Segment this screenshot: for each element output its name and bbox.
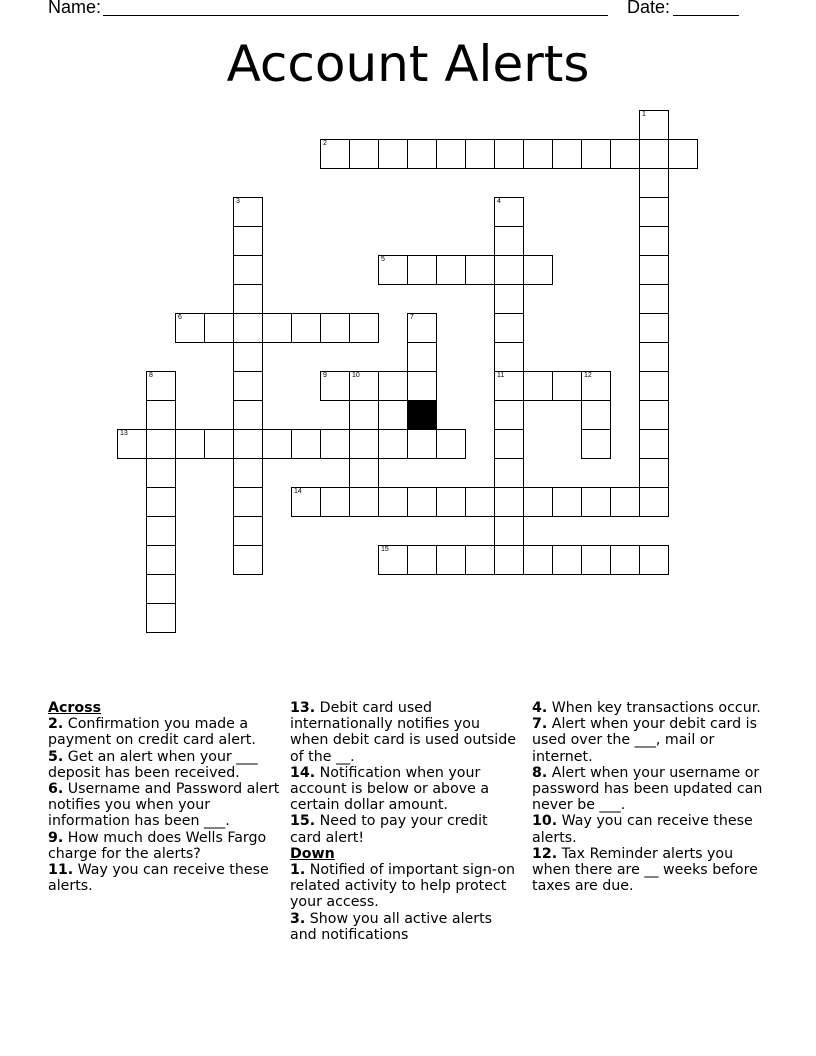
clue-item: [532, 846, 764, 895]
crossword-cell[interactable]: [494, 313, 524, 343]
crossword-cell[interactable]: [204, 429, 234, 459]
crossword-cell[interactable]: [465, 139, 495, 169]
crossword-cell[interactable]: [436, 545, 466, 575]
crossword-cell[interactable]: [494, 226, 524, 256]
crossword-cell[interactable]: [349, 371, 379, 401]
crossword-cell[interactable]: [407, 429, 437, 459]
crossword-cell[interactable]: [233, 226, 263, 256]
crossword-cell[interactable]: [320, 313, 350, 343]
crossword-cell[interactable]: [378, 371, 408, 401]
clue-item: [290, 862, 522, 911]
crossword-cell[interactable]: [552, 371, 582, 401]
crossword-cell[interactable]: [378, 429, 408, 459]
clue-number: 7: [410, 314, 414, 321]
crossword-cell[interactable]: [639, 110, 669, 140]
clue-text: Way you can receive these alerts.: [532, 813, 753, 846]
crossword-cell[interactable]: [146, 603, 176, 633]
clue-number: 5: [381, 256, 385, 263]
crossword-cell[interactable]: [639, 168, 669, 198]
clue-number-label: 7.: [532, 716, 548, 733]
crossword-cell[interactable]: [233, 255, 263, 285]
crossword-cell[interactable]: [378, 545, 408, 575]
crossword-cell[interactable]: [233, 429, 263, 459]
crossword-cell[interactable]: [639, 429, 669, 459]
clue-number: 9: [323, 372, 327, 379]
clue-number-label: 8.: [532, 764, 548, 781]
crossword-cell[interactable]: [233, 371, 263, 401]
crossword-cell[interactable]: [349, 487, 379, 517]
crossword-cell[interactable]: [175, 429, 205, 459]
crossword-cell[interactable]: [204, 313, 234, 343]
crossword-cell[interactable]: [436, 429, 466, 459]
crossword-cell[interactable]: [262, 313, 292, 343]
crossword-cell[interactable]: [494, 487, 524, 517]
crossword-cell[interactable]: [320, 139, 350, 169]
clue-number: 15: [381, 546, 389, 553]
crossword-cell[interactable]: [349, 458, 379, 488]
clue-item: [48, 781, 280, 830]
crossword-cell[interactable]: [175, 313, 205, 343]
clue-text: Tax Reminder alerts you when there are __ weeks before taxes are due.: [532, 845, 758, 895]
crossword-cell[interactable]: [407, 342, 437, 372]
crossword-cell[interactable]: [291, 487, 321, 517]
clue-item: [532, 700, 764, 716]
crossword-cell[interactable]: [378, 255, 408, 285]
clue-number-label: 4.: [532, 700, 548, 716]
clue-item: [290, 813, 522, 845]
crossword-cell[interactable]: [639, 487, 669, 517]
clue-text: Confirmation you made a payment on credit card alert.: [48, 716, 256, 749]
clue-number: 14: [294, 488, 302, 495]
crossword-cell[interactable]: [610, 139, 640, 169]
crossword-cell[interactable]: [523, 487, 553, 517]
crossword-cell[interactable]: [639, 284, 669, 314]
clue-number-label: 1.: [290, 862, 306, 879]
crossword-cell[interactable]: [639, 458, 669, 488]
crossword-cell[interactable]: [146, 400, 176, 430]
clue-number-label: 15.: [290, 813, 316, 830]
clue-item: [532, 813, 764, 845]
clue-text: Notification when your account is below or above a certain dollar amount.: [290, 764, 490, 814]
crossword-cell[interactable]: [349, 400, 379, 430]
crossword-cell[interactable]: [552, 139, 582, 169]
crossword-cell[interactable]: [349, 139, 379, 169]
crossword-cell[interactable]: [378, 139, 408, 169]
crossword-cell[interactable]: [494, 139, 524, 169]
crossword-cell[interactable]: [349, 429, 379, 459]
clues-column-2: [290, 700, 522, 943]
crossword-cell[interactable]: [494, 516, 524, 546]
crossword-cell[interactable]: [581, 400, 611, 430]
clue-number: 13: [120, 430, 128, 437]
down-heading: Down: [290, 845, 335, 862]
crossword-cell[interactable]: [349, 313, 379, 343]
clue-text: Show you all active alerts and notifications: [290, 910, 493, 943]
crossword-cell[interactable]: [320, 429, 350, 459]
clue-number-label: 5.: [48, 748, 64, 765]
crossword-cell[interactable]: [552, 487, 582, 517]
clue-item: [532, 765, 764, 814]
crossword-cell[interactable]: [233, 458, 263, 488]
crossword-cell[interactable]: [320, 371, 350, 401]
crossword-cell[interactable]: [407, 255, 437, 285]
clue-text: Alert when your debit card is used over the ___, mail or internet.: [532, 716, 757, 765]
clue-number-label: 2.: [48, 716, 64, 733]
clue-text: Get an alert when your ___ deposit has been received.: [48, 748, 258, 781]
crossword-cell[interactable]: [233, 516, 263, 546]
clue-number-label: 10.: [532, 813, 558, 830]
clue-text: How much does Wells Fargo charge for the alerts?: [48, 829, 267, 862]
clue-number-label: 11.: [48, 862, 74, 879]
clue-text: Alert when your username or password has been updated can never be ___.: [532, 764, 763, 814]
crossword-cell[interactable]: [407, 371, 437, 401]
crossword-cell[interactable]: [494, 284, 524, 314]
clue-item: [532, 716, 764, 765]
crossword-cell[interactable]: [378, 487, 408, 517]
crossword-cell[interactable]: [233, 284, 263, 314]
crossword-cell[interactable]: [465, 487, 495, 517]
clue-number-label: 6.: [48, 781, 64, 798]
clue-item: [48, 716, 280, 748]
crossword-cell[interactable]: [146, 371, 176, 401]
crossword-cell[interactable]: [581, 371, 611, 401]
crossword-cell[interactable]: [407, 545, 437, 575]
clues-column-1: [48, 700, 280, 894]
clue-number: 10: [352, 372, 360, 379]
date-label: Date:: [627, 0, 671, 17]
clue-number: 4: [497, 198, 501, 205]
crossword-cell[interactable]: [639, 371, 669, 401]
crossword-cell[interactable]: [291, 313, 321, 343]
crossword-cell[interactable]: [465, 545, 495, 575]
crossword-cell[interactable]: [494, 429, 524, 459]
crossword-cell[interactable]: [581, 429, 611, 459]
clue-number: 2: [323, 140, 327, 147]
clue-number-label: 12.: [532, 845, 558, 862]
clue-number: 6: [178, 314, 182, 321]
page-title: Account Alerts: [226, 35, 590, 93]
clue-text: When key transactions occur.: [551, 700, 761, 716]
crossword-cell[interactable]: [146, 545, 176, 575]
black-square: [407, 400, 437, 430]
crossword-cell[interactable]: [494, 545, 524, 575]
crossword-cell[interactable]: [639, 255, 669, 285]
crossword-cell[interactable]: [639, 139, 669, 169]
crossword-cell[interactable]: [146, 429, 176, 459]
crossword-cell[interactable]: [233, 487, 263, 517]
crossword-cell[interactable]: [320, 487, 350, 517]
crossword-cell[interactable]: [639, 342, 669, 372]
crossword-cell[interactable]: [146, 487, 176, 517]
crossword-cell[interactable]: [523, 255, 553, 285]
crossword-cell[interactable]: [233, 545, 263, 575]
crossword-cell[interactable]: [146, 574, 176, 604]
crossword-cell[interactable]: [523, 371, 553, 401]
crossword-cell[interactable]: [407, 487, 437, 517]
clues-column-3: [532, 700, 764, 894]
crossword-cell[interactable]: [639, 400, 669, 430]
crossword-cell[interactable]: [146, 516, 176, 546]
name-label: Name:: [48, 0, 102, 17]
crossword-cell[interactable]: [552, 545, 582, 575]
clue-number: 11: [497, 372, 505, 379]
crossword-cell[interactable]: [117, 429, 147, 459]
clue-item: [48, 749, 280, 781]
clue-number: 12: [584, 372, 592, 379]
crossword-cell[interactable]: [639, 545, 669, 575]
clue-text: Notified of important sign-on related activity to help protect your access.: [290, 862, 515, 911]
crossword-cell[interactable]: [494, 400, 524, 430]
crossword-cell[interactable]: [639, 313, 669, 343]
crossword-cell[interactable]: [494, 371, 524, 401]
clue-item: [290, 700, 522, 765]
clue-number: 1: [642, 111, 646, 118]
crossword-cell[interactable]: [581, 545, 611, 575]
clue-item: [48, 830, 280, 862]
crossword-cell[interactable]: [494, 458, 524, 488]
crossword-cell[interactable]: [233, 342, 263, 372]
crossword-cell[interactable]: [523, 545, 553, 575]
clue-item: [290, 911, 522, 943]
crossword-cell[interactable]: [668, 139, 698, 169]
crossword-cell[interactable]: [494, 197, 524, 227]
clue-number-label: 3.: [290, 910, 306, 927]
crossword-cell[interactable]: [233, 197, 263, 227]
clue-text: Username and Password alert notifies you when your information has been ___.: [48, 781, 280, 830]
crossword-cell[interactable]: [581, 487, 611, 517]
crossword-cell[interactable]: [407, 139, 437, 169]
clue-number-label: 9.: [48, 829, 64, 846]
crossword-cell[interactable]: [262, 429, 292, 459]
crossword-cell[interactable]: [436, 487, 466, 517]
crossword-cell[interactable]: [639, 226, 669, 256]
crossword-cell[interactable]: [233, 313, 263, 343]
crossword-cell[interactable]: [436, 139, 466, 169]
crossword-cell[interactable]: [523, 139, 553, 169]
clue-number: 3: [236, 198, 240, 205]
crossword-cell[interactable]: [436, 255, 466, 285]
clue-text: Need to pay your credit card alert!: [290, 813, 488, 846]
crossword-cell[interactable]: [465, 255, 495, 285]
clue-item: [48, 862, 280, 894]
crossword-cell[interactable]: [146, 458, 176, 488]
crossword-cell[interactable]: [494, 342, 524, 372]
crossword-cell[interactable]: [233, 400, 263, 430]
crossword-cell[interactable]: [494, 255, 524, 285]
clue-text: Way you can receive these alerts.: [48, 862, 269, 895]
clue-number-label: 14.: [290, 764, 316, 781]
clue-item: [290, 765, 522, 814]
crossword-cell[interactable]: [291, 429, 321, 459]
across-heading: Across: [48, 700, 102, 716]
crossword-cell[interactable]: [407, 313, 437, 343]
clue-number: 8: [149, 372, 153, 379]
crossword-cell[interactable]: [581, 139, 611, 169]
crossword-cell[interactable]: [610, 487, 640, 517]
clue-number-label: 13.: [290, 700, 316, 716]
crossword-cell[interactable]: [610, 545, 640, 575]
crossword-cell[interactable]: [639, 197, 669, 227]
clue-text: Debit card used internationally notifies you when debit card is used outside of the __.: [290, 700, 516, 765]
